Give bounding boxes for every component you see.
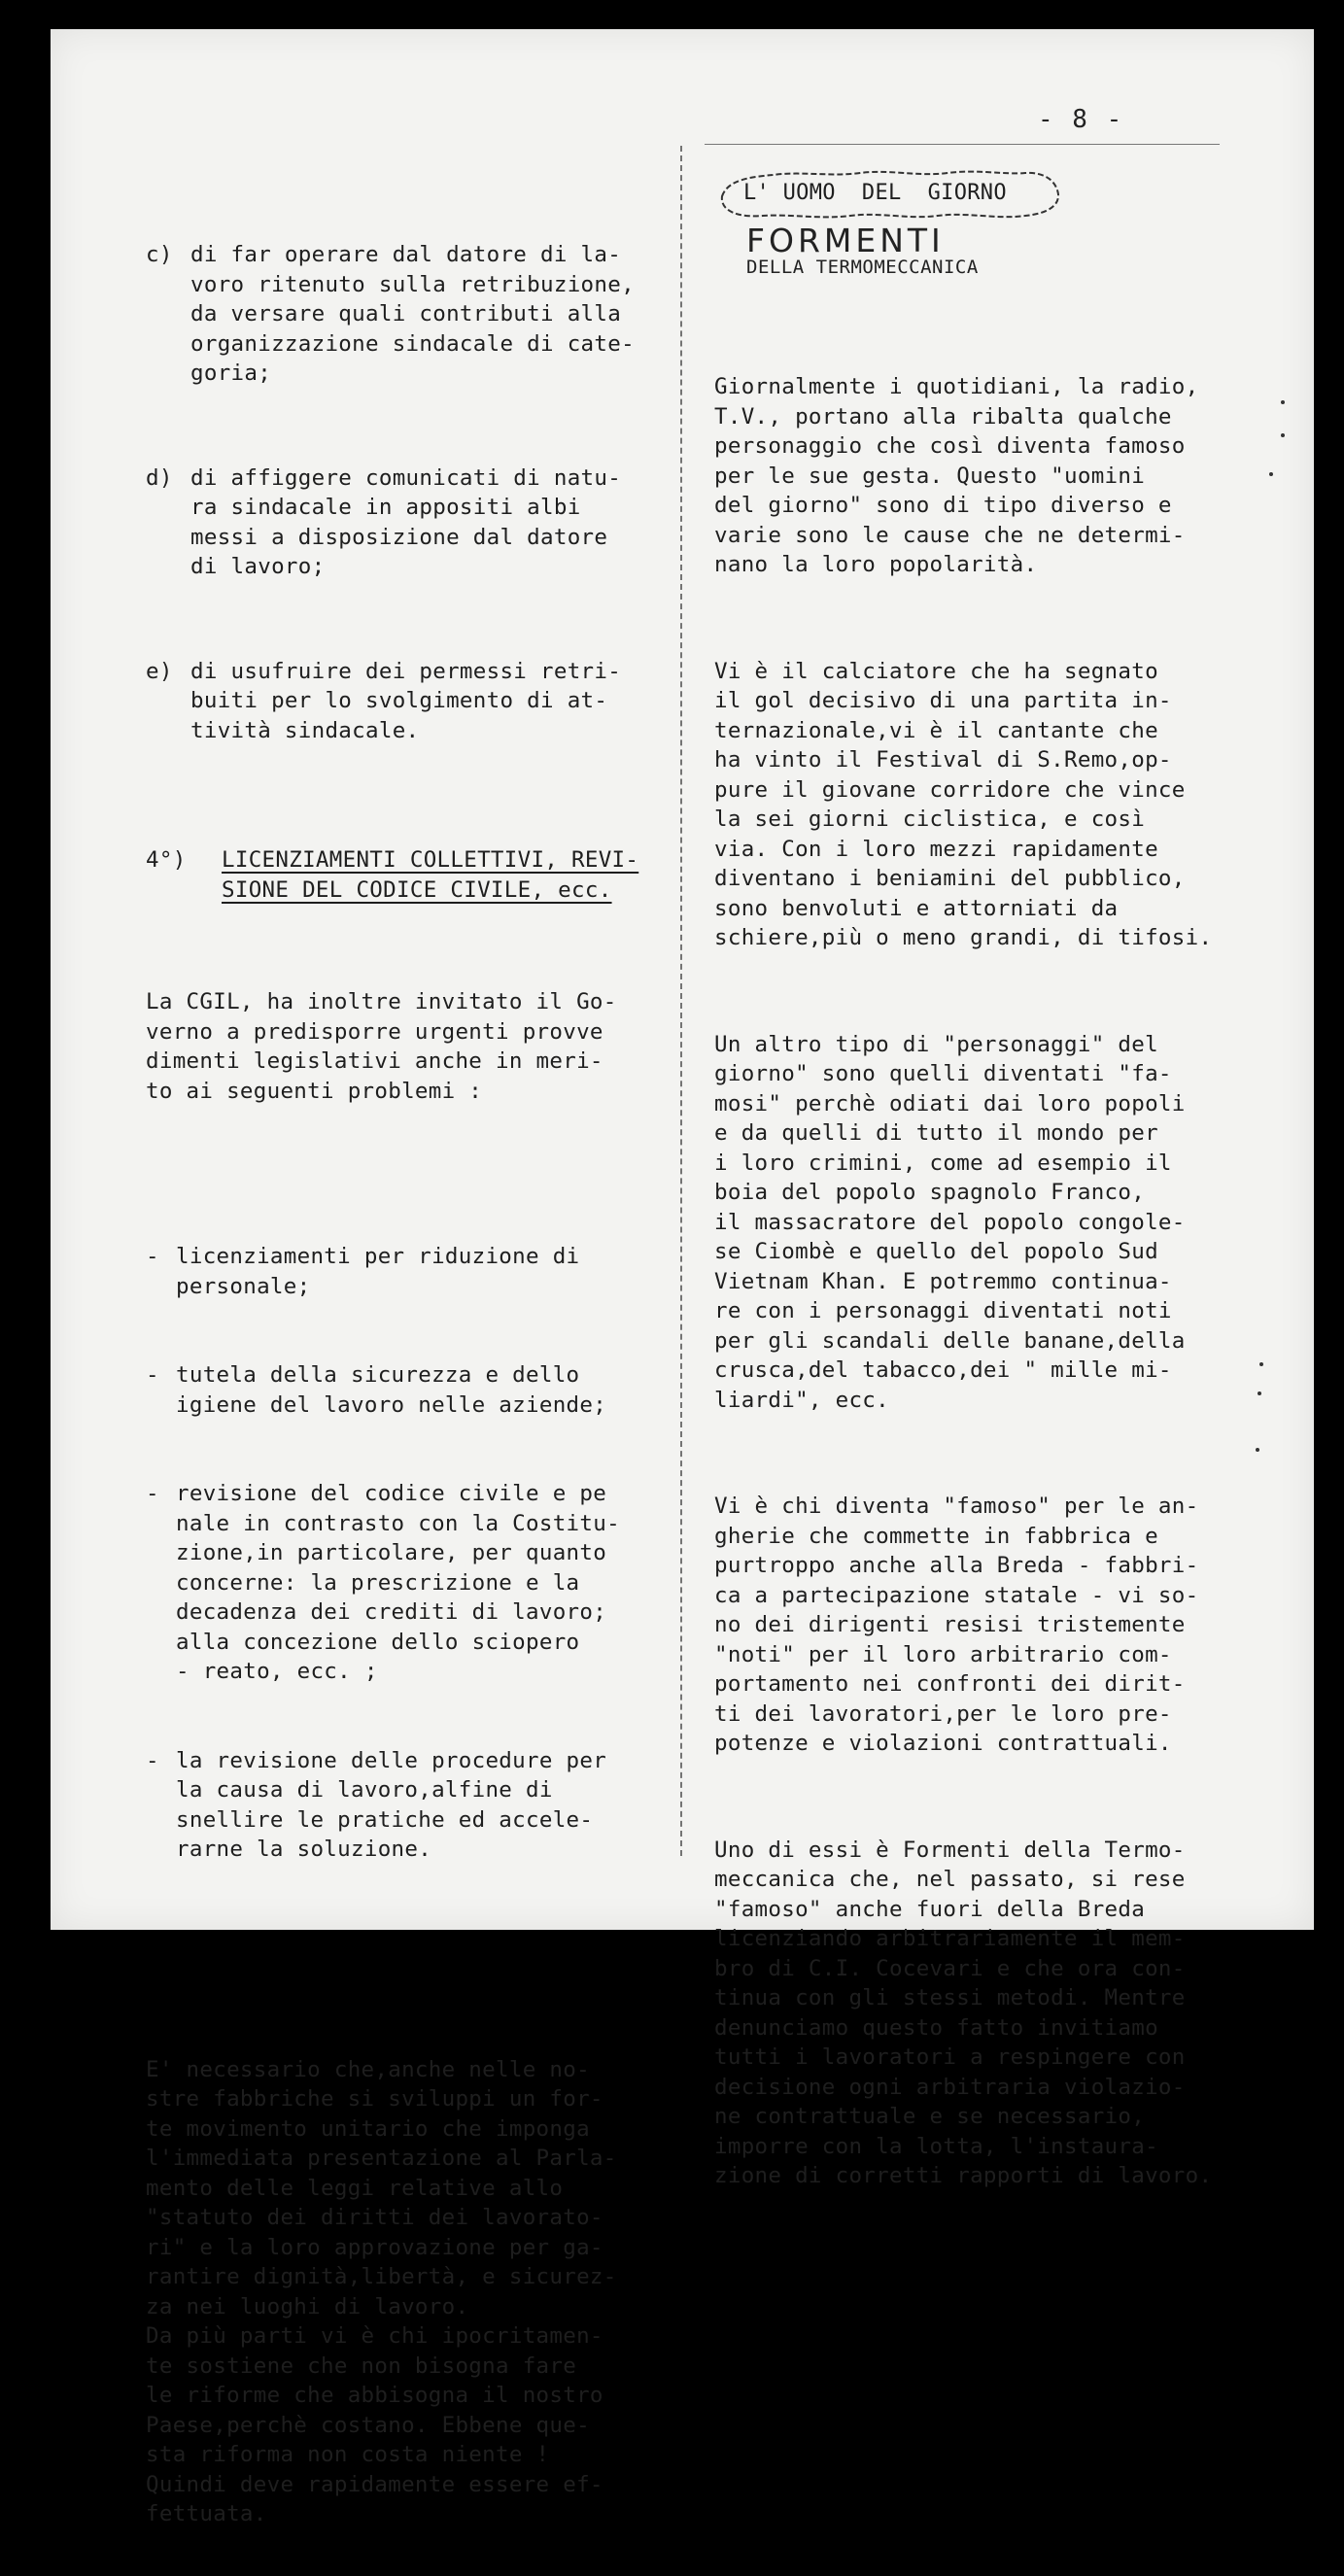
article-paragraph: Vi è chi diventa "famoso" per le an- gherie che commette in fabbrica e purtroppo anche alla Breda - fabbri- ca a partecipazione statale - vi so- no dei dirigenti resisi tristemente "noti" per il loro arbitrario com- portamento nei confronti dei dirit- ti dei lavoratori,per le loro pre- potenze e violazioni contrattuali. bbox=[714, 1494, 1199, 1756]
column-divider bbox=[680, 146, 682, 1856]
page-number: - 8 - bbox=[1038, 105, 1124, 134]
right-column bbox=[714, 313, 1258, 2238]
item-label: e) bbox=[146, 658, 173, 684]
dash-bullet: - bbox=[146, 1244, 159, 1269]
list-item bbox=[146, 1242, 675, 1301]
list-item-text: la revisione delle procedure per la causa di lavoro,alfine di snellire le pratiche ed accele- rarne la soluzione. bbox=[176, 1747, 607, 1862]
list-item-text: licenziamenti per riduzione di personale; bbox=[176, 1244, 580, 1299]
ink-speck bbox=[1281, 433, 1285, 437]
closing-paragraph: E' necessario che,anche nelle no- stre fabbriche si sviluppi un for- te movimento unitario che imponga l'immediata presentazione al Parla- mento delle leggi relative allo "statuto dei diritti dei lavorato- ri" e la loro approvazione per ga- rantire dignità,libertà, e sicurez- za nei luoghi di lavoro. Da più parti vi è chi ipocritamen- te sostiene che non bisogna fare le riforme che abbisogna il nostro Paese,perchè costano. Ebbene que- sta riforma non costa niente ! Quindi deve rapidamente essere ef- fettuata. bbox=[146, 2056, 617, 2526]
article-paragraph: Uno di essi è Formenti della Termo- meccanica che, nel passato, si rese "famoso" anche fuori della Breda licenziando arbitrariamente il mem- bro di C.I. Cocevari e che ora con- tinua con gli stessi metodi. Mentre denunciamo questo fatto invitiamo tutti i lavoratori a respingere con decisione ogni arbitraria violazio- ne contrattuale e se necessario, imporre con la lotta, l'instaura- zione di corretti rapporti di lavoro. bbox=[714, 1837, 1213, 2188]
heading-label: 4°) bbox=[146, 847, 187, 873]
heading-text: LICENZIAMENTI COLLETTIVI, REVI- SIONE DEL CODICE CIVILE, ecc. bbox=[222, 847, 639, 903]
dash-bullet: - bbox=[146, 1362, 159, 1388]
problems-list bbox=[146, 1183, 675, 1924]
article-paragraph: Un altro tipo di "personaggi" del giorno" sono quelli diventati "fa- mosi" perchè odiati dai loro popoli e da quelli di tutto il mondo per i loro crimini, come ad esempio il boia del popolo spagnolo Franco, il massacratore del popolo congole- se Ciombè e quello del popolo Sud Vietnam Khan. E potremmo continua- re con i personaggi diventati noti per gli scandali delle banane,della crusca,del tabacco,dei " mille mi- liardi", ecc. bbox=[714, 1031, 1186, 1413]
article-name: FORMENTI bbox=[746, 222, 945, 259]
ink-speck bbox=[1256, 1448, 1259, 1452]
ink-speck bbox=[1269, 472, 1273, 476]
list-item-d bbox=[146, 464, 675, 582]
left-column bbox=[146, 181, 675, 2576]
list-item bbox=[146, 1746, 675, 1865]
item-label: d) bbox=[146, 464, 173, 491]
top-rule bbox=[705, 144, 1220, 145]
list-item-c bbox=[146, 240, 675, 389]
article-paragraph: Vi è il calciatore che ha segnato il gol decisivo di una partita in- ternazionale,vi è il cantante che ha vinto il Festival di S.Remo,op- pure il giovane corridore che vince la sei giorni ciclistica, e così via. Con i loro mezzi rapidamente diventano i beniamini del pubblico, sono benvoluti e attorniati da schiere,più o meno grandi, di tifosi. bbox=[714, 658, 1213, 950]
list-item bbox=[146, 1479, 675, 1687]
article-subheading: DELLA TERMOMECCANICA bbox=[746, 257, 979, 278]
list-item-text: revisione del codice civile e pe nale in contrasto con la Costitu- zione,in particolare, per quanto concerne: la prescrizione e la decadenza dei crediti di lavoro; alla concezione dello sciopero - reato, ecc. ; bbox=[176, 1481, 620, 1684]
ink-speck bbox=[1258, 1391, 1261, 1395]
item-text: di usufruire dei permessi retri- buiti per lo svolgimento di at- tività sindacale. bbox=[190, 658, 622, 743]
item-label: c) bbox=[146, 242, 173, 267]
list-item-text: tutela della sicurezza e dello igiene del lavoro nelle aziende; bbox=[176, 1362, 607, 1418]
dash-bullet: - bbox=[146, 1481, 159, 1506]
ink-speck bbox=[1281, 400, 1285, 404]
article-paragraph: Giornalmente i quotidiani, la radio, T.V., portano alla ribalta qualche personaggio che così diventa famoso per le sue gesta. Questo "uomini del giorno" sono di tipo diverso e varie sono le cause che ne determi- nano la loro popolarità. bbox=[714, 374, 1199, 577]
list-item bbox=[146, 1360, 675, 1420]
intro-paragraph: La CGIL, ha inoltre invitato il Go- verno a predisporre urgenti provve dimenti legislativi anche in meri- to ai seguenti problemi : bbox=[146, 989, 617, 1104]
list-item-e bbox=[146, 657, 675, 746]
ink-speck bbox=[1259, 1362, 1263, 1366]
item-text: di far operare dal datore di la- voro ritenuto sulla retribuzione, da versare quali contributi alla organizzazione sindacale di cate- goria; bbox=[190, 242, 635, 386]
dash-bullet: - bbox=[146, 1747, 159, 1773]
section-heading bbox=[146, 845, 675, 905]
badge-title: L' UOMO DEL GIORNO bbox=[743, 181, 1007, 205]
item-text: di affiggere comunicati di natu- ra sindacale in appositi albi messi a disposizione dal datore di lavoro; bbox=[190, 464, 622, 579]
column-badge bbox=[714, 163, 1059, 225]
